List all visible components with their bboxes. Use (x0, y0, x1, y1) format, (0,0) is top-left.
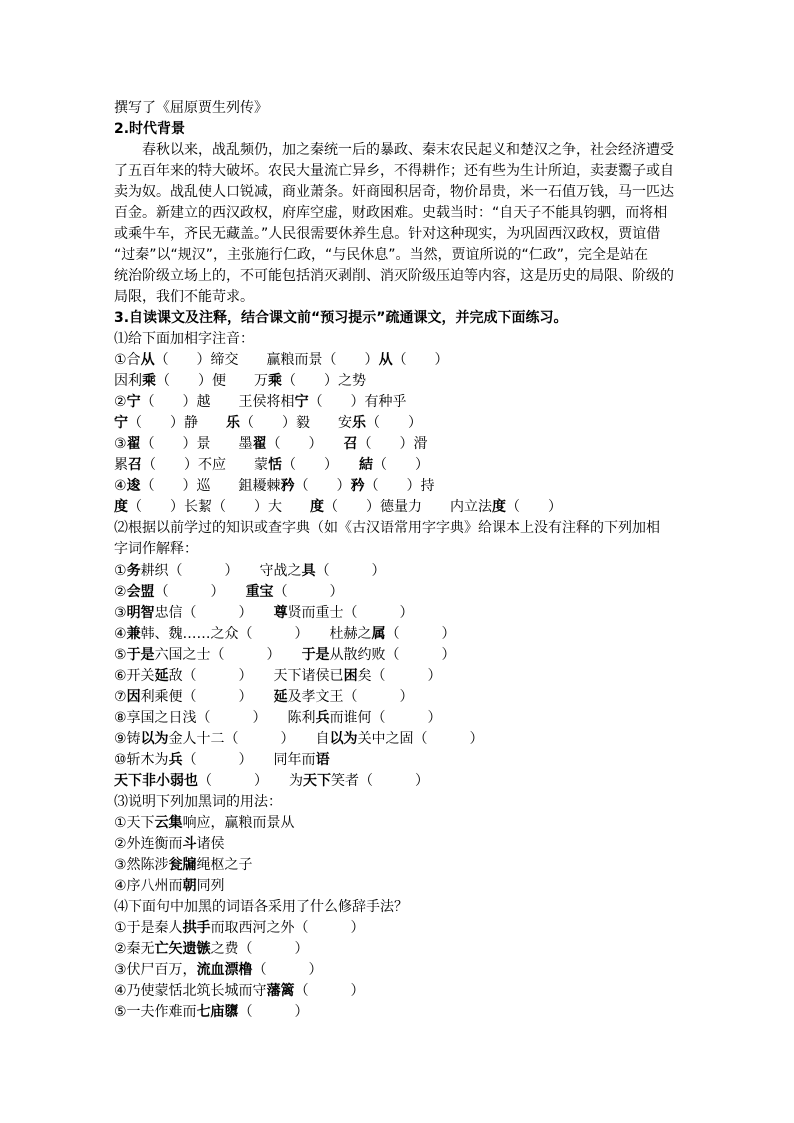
text-segment: 敌（ ） 天下诸侯已 (168, 668, 344, 684)
text-segment: 卖为奴。战乱使人口锐减，商业萧条。奸商囤积居奇，物价昂贵，米一石值万钱，马一匹达 (114, 184, 674, 200)
text-line (114, 436, 428, 452)
text-line (114, 121, 185, 137)
text-segment: 或乘牛车，齐民无藏盖。”人民很需要休养生息。针对这种现实，为巩固西汉政权，贾谊借 (114, 226, 661, 242)
bold-text: 拱手 (182, 920, 211, 936)
text-segment: 百金。新建立的西汉政权，府库空虚，财政困难。史载当时：“自天子不能具钧驷，而将相 (114, 205, 668, 221)
text-segment: 耕织（ ） 守战之 (140, 563, 302, 579)
text-segment: ②秦无 (114, 941, 155, 957)
text-segment: （ ） (266, 436, 344, 452)
bold-text: 会盟 (126, 584, 155, 600)
text-segment: 贤而重士（ ） (287, 605, 414, 621)
text-segment: （ ） (366, 415, 422, 431)
text-segment: （ ）有种乎 (308, 394, 407, 410)
bold-text: 逡 (126, 478, 141, 494)
text-segment: 字词作解释： (114, 541, 198, 557)
bold-text: 召 (128, 457, 142, 473)
text-line (114, 478, 435, 494)
text-segment: ④乃使蒙恬北筑长城而守 (114, 983, 267, 999)
bold-text: 天下 (303, 773, 331, 789)
bold-text: 朝 (182, 878, 197, 894)
bold-text: 宁 (126, 394, 141, 410)
text-segment: 局限，我们不能苛求。 (114, 289, 254, 305)
text-line (114, 520, 660, 536)
text-line (114, 941, 309, 957)
text-segment: 撰写了《屈原贾生列传》 (114, 100, 268, 116)
text-line (114, 268, 674, 284)
text-segment: 及孝文王（ ） (287, 689, 414, 705)
text-segment: 笑者（ ） (331, 773, 429, 789)
bold-text: 从 (140, 352, 155, 368)
text-segment: ② (114, 394, 127, 410)
text-line (114, 142, 674, 158)
text-segment: （ ）便 万 (156, 373, 268, 389)
text-segment: ③ (114, 436, 127, 452)
text-segment: 诸侯 (196, 836, 225, 852)
bold-text: 翟 (126, 436, 141, 452)
text-line (114, 226, 660, 242)
text-segment: ⑷下面句中加黑的词语各采用了什么修辞手法？ (114, 899, 408, 915)
bold-text: 3.自读课文及注释，结合课文前“预习提示”疏通课文，并完成下面练习。 (114, 310, 568, 326)
bold-text: 云集 (154, 815, 183, 831)
text-segment: ④ (114, 478, 127, 494)
text-segment: （ ） (273, 584, 344, 600)
bold-text: 召 (343, 436, 358, 452)
text-line (114, 310, 567, 326)
bold-text: 兵 (168, 752, 183, 768)
text-line (114, 457, 429, 473)
text-segment: ⑩斩木为 (114, 752, 169, 768)
text-segment: ⑦ (114, 689, 127, 705)
bold-text: 乘 (268, 373, 282, 389)
text-segment: ⑥开关 (114, 668, 155, 684)
bold-text: 因 (126, 689, 141, 705)
text-segment: 了五百年来的特大破坏。农民大量流亡异乡，不得耕作；还有些为生计所迫，卖妻鬻子或自 (114, 163, 674, 179)
text-line (114, 247, 648, 263)
bold-text: 于是 (301, 647, 330, 663)
bold-text: 以为 (140, 731, 169, 747)
text-segment: ③伏尸百万， (114, 962, 197, 978)
text-segment: ②外连衡而 (114, 836, 183, 852)
text-segment: （ ）德量力 内立法 (324, 499, 492, 515)
bold-text: 兵 (315, 710, 330, 726)
text-line (114, 373, 366, 389)
text-segment: （ ） (392, 352, 449, 368)
text-segment: （ ）巡 鉏耰棘 (140, 478, 281, 494)
text-line (114, 815, 295, 831)
bold-text: 宁 (294, 394, 309, 410)
text-segment: （ ）静 (128, 415, 226, 431)
bold-text: 延 (154, 668, 169, 684)
text-segment: （ ）景 墨 (140, 436, 253, 452)
text-segment: 响应，赢粮而景从 (182, 815, 295, 831)
text-line (114, 773, 429, 789)
bold-text: 语 (315, 752, 330, 768)
bold-text: 翟 (252, 436, 267, 452)
bold-text: 藩篱 (266, 983, 295, 999)
text-segment: （ ） (373, 457, 429, 473)
bold-text: 乐 (352, 415, 366, 431)
bold-text: 从 (378, 352, 393, 368)
text-segment: （ ） (385, 626, 456, 642)
text-line (114, 752, 330, 768)
text-line (114, 499, 562, 515)
bold-text: 于是 (126, 647, 155, 663)
text-line (114, 731, 484, 747)
text-segment: （ ）长絜（ ）大 (128, 499, 310, 515)
text-line (114, 878, 225, 894)
bold-text: 以为 (329, 731, 358, 747)
text-segment: （ ）不应 蒙 (142, 457, 268, 473)
bold-text: 务 (126, 563, 141, 579)
text-line (114, 584, 344, 600)
text-segment: （ ） (294, 983, 365, 999)
bold-text: 兼 (126, 626, 141, 642)
text-segment: （ ） (282, 457, 359, 473)
text-line (114, 331, 254, 347)
bold-text: 重宝 (245, 584, 274, 600)
text-line (114, 205, 667, 221)
bold-text: 具 (301, 563, 316, 579)
text-segment: ①合 (114, 352, 141, 368)
text-segment: 春秋以来，战乱频仍，加之秦统一后的暴政、秦末农民起义和楚汉之争，社会经济遭受 (114, 142, 674, 158)
text-segment: 之费（ ） (210, 941, 309, 957)
text-segment: 因利 (114, 373, 142, 389)
text-segment: （ ） (294, 478, 351, 494)
text-segment: （ ） 同年而 (182, 752, 316, 768)
bold-text: 恬 (268, 457, 282, 473)
text-segment: 统治阶级立场上的，不可能包括消灭剥削、消灭阶级压迫等内容，这是历史的局限、阶级的 (114, 268, 674, 284)
bold-text: 明智 (126, 605, 155, 621)
text-segment: ① (114, 563, 127, 579)
bold-text: 属 (371, 626, 386, 642)
text-segment: 而谁何（ ） (329, 710, 442, 726)
bold-text: 2.时代背景 (114, 121, 186, 137)
text-segment: ①于是秦人 (114, 920, 183, 936)
text-segment: （ ） (315, 563, 386, 579)
text-segment: （ ） (506, 499, 562, 515)
bold-text: 宁 (114, 415, 128, 431)
text-segment: ③然陈涉 (114, 857, 169, 873)
bold-text: 七庙隳 (196, 1004, 239, 1020)
bold-text: 困 (343, 668, 358, 684)
text-segment: 金人十二（ ） 自 (168, 731, 330, 747)
text-segment: ⑶说明下列加黑词的用法： (114, 794, 282, 810)
text-segment: （ ）毅 安 (240, 415, 352, 431)
bold-text: 亡矢遗镞 (154, 941, 211, 957)
bold-text: 度 (114, 499, 128, 515)
text-segment: ② (114, 584, 127, 600)
text-line (114, 794, 282, 810)
bold-text: 乘 (142, 373, 156, 389)
text-line (114, 163, 674, 179)
text-segment: 韩、魏……之众（ ） 杜赫之 (140, 626, 372, 642)
bold-text: 矜 (350, 478, 365, 494)
text-line (114, 983, 365, 999)
text-segment: （ ） (252, 962, 323, 978)
text-segment: ⑵根据以前学过的知识或查字典（如《古汉语常用字字典》给课本上没有注释的下列加相 (114, 520, 660, 536)
text-segment: 绳枢之子 (196, 857, 253, 873)
text-segment: ⑨铸 (114, 731, 141, 747)
text-segment: ⑴给下面加相字注音： (114, 331, 254, 347)
text-segment: ⑤ (114, 647, 127, 663)
text-line (114, 920, 365, 936)
text-line (114, 647, 456, 663)
text-segment: ③ (114, 605, 127, 621)
text-line (114, 689, 414, 705)
text-line (114, 1004, 309, 1020)
text-line (114, 184, 674, 200)
text-segment: 利乘便（ ） (140, 689, 274, 705)
text-segment: 累 (114, 457, 128, 473)
text-segment: （ ）之势 (282, 373, 366, 389)
text-line (114, 668, 442, 684)
text-segment: （ ）滑 (357, 436, 428, 452)
bold-text: 結 (359, 457, 373, 473)
text-segment: （ ）越 王侯将相 (140, 394, 295, 410)
text-line (114, 962, 323, 978)
text-segment: （ ） (238, 1004, 309, 1020)
text-segment: （ ）缔交 赢粮而景（ ） (154, 352, 379, 368)
text-line (114, 563, 386, 579)
text-segment: 忠信（ ） (154, 605, 274, 621)
text-segment: （ ） 为 (198, 773, 303, 789)
text-segment: 六国之士（ ） (154, 647, 302, 663)
text-segment: “过秦”以“规汉”，主张施行仁政，“与民休息”。当然，贾谊所说的“仁政”，完全是站在 (114, 247, 649, 263)
bold-text: 尊 (273, 605, 288, 621)
text-segment: 而取西河之外（ ） (210, 920, 365, 936)
text-line (114, 289, 254, 305)
text-segment: 同列 (196, 878, 225, 894)
text-line (114, 857, 253, 873)
text-segment: ⑤一夫作难而 (114, 1004, 197, 1020)
bold-text: 矜 (280, 478, 295, 494)
bold-text: 延 (273, 689, 288, 705)
bold-text: 瓮牖 (168, 857, 197, 873)
bold-text: 度 (492, 499, 506, 515)
bold-text: 流血漂橹 (196, 962, 253, 978)
text-segment: 从散约败（ ） (329, 647, 456, 663)
text-line (114, 899, 408, 915)
text-segment: （ ） (154, 584, 246, 600)
text-line (114, 541, 198, 557)
text-segment: 关中之固（ ） (357, 731, 484, 747)
bold-text: 乐 (226, 415, 240, 431)
text-line (114, 605, 414, 621)
bold-text: 度 (310, 499, 324, 515)
text-line (114, 415, 422, 431)
text-segment: 矣（ ） (357, 668, 442, 684)
text-line (114, 710, 442, 726)
text-segment: ①天下 (114, 815, 155, 831)
text-line (114, 352, 449, 368)
text-line (114, 626, 456, 642)
text-segment: （ ）持 (364, 478, 435, 494)
text-segment: ⑧享国之日浅（ ） 陈利 (114, 710, 316, 726)
text-segment: ④ (114, 626, 127, 642)
bold-text: 斗 (182, 836, 197, 852)
bold-text: 天下非小弱也 (114, 773, 198, 789)
text-line (114, 100, 268, 116)
text-segment: ④序八州而 (114, 878, 183, 894)
text-line (114, 836, 225, 852)
text-line (114, 394, 407, 410)
